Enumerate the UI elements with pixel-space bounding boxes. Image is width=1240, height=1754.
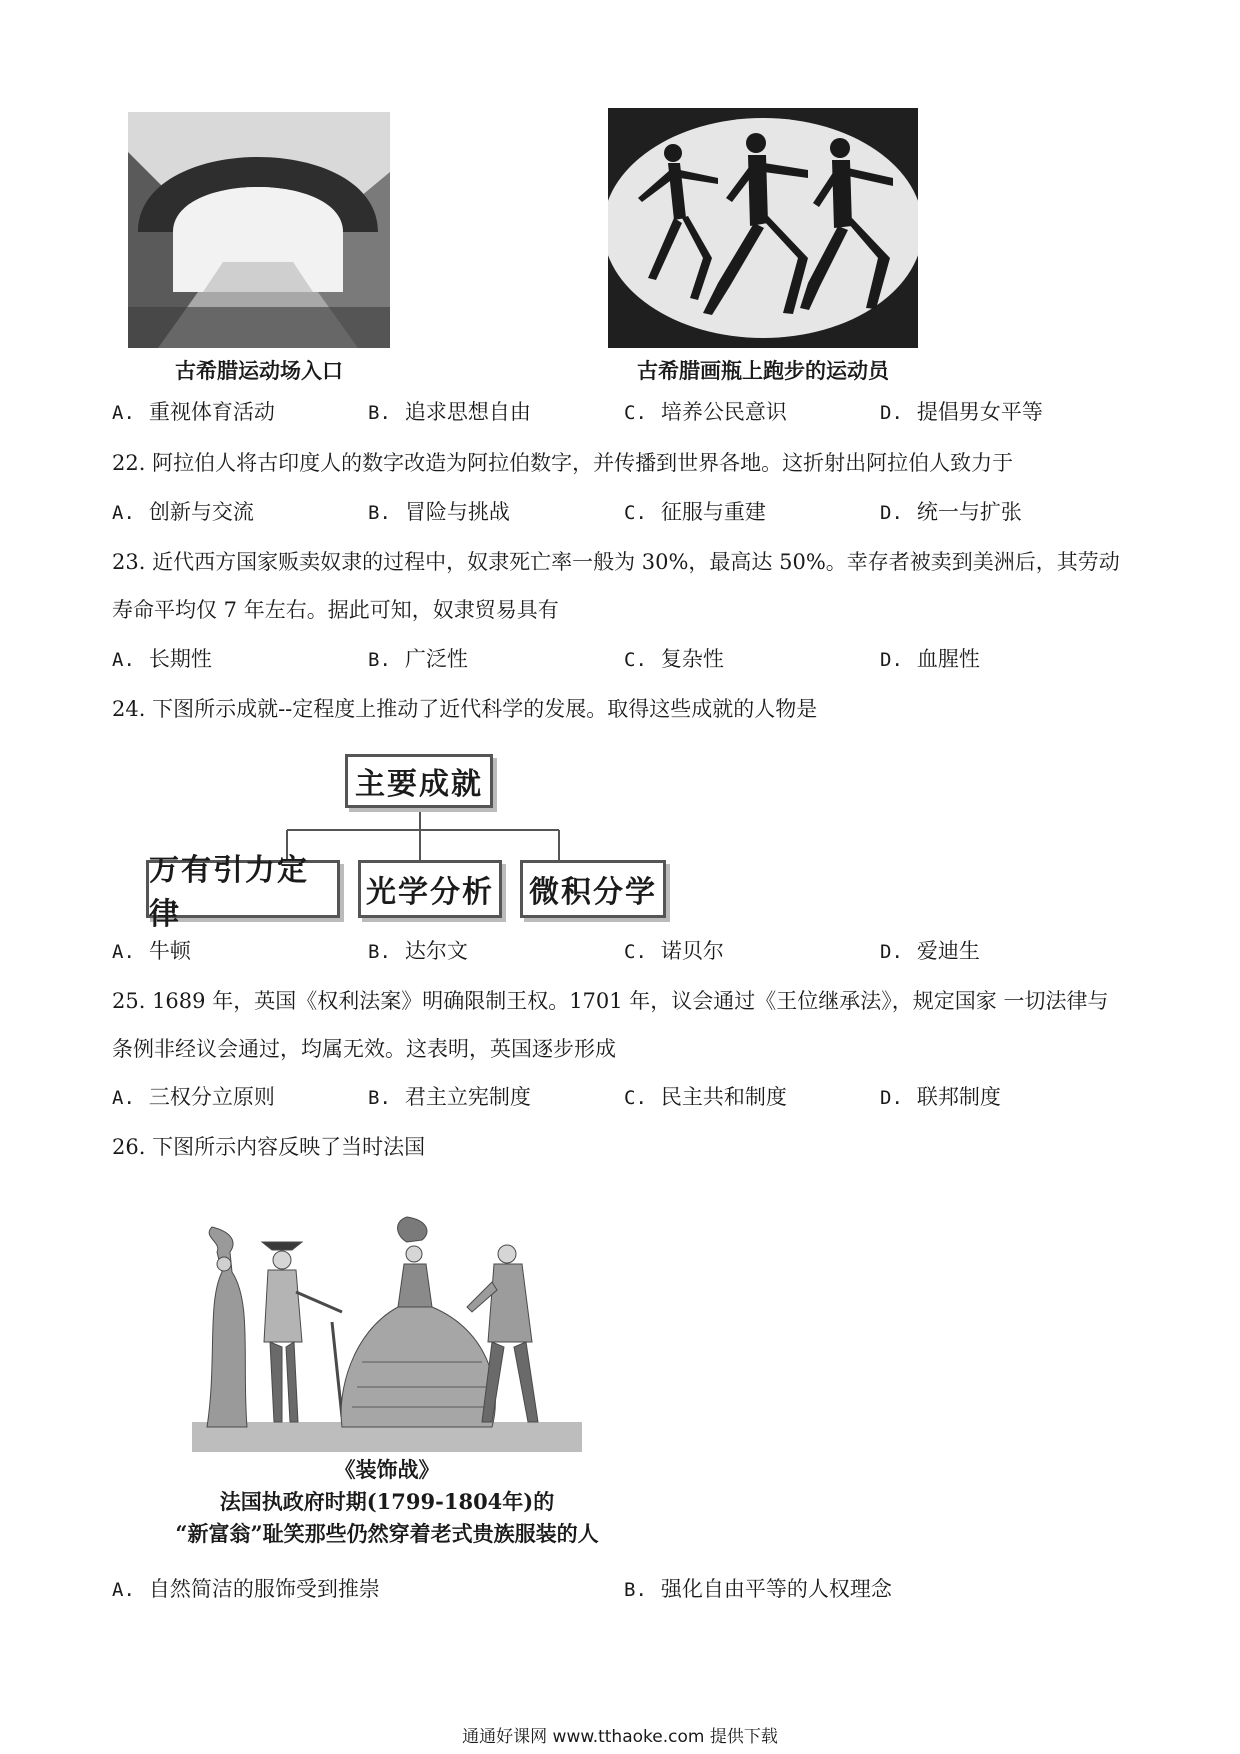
q24-option-a[interactable]: A. 牛顿 bbox=[112, 939, 191, 963]
q25-option-b[interactable]: B. 君主立宪制度 bbox=[368, 1085, 531, 1109]
q21-option-b[interactable]: B. 追求思想自由 bbox=[368, 400, 531, 424]
q25-stem-line1: 25. 1689 年，英国《权利法案》明确限制王权。1701 年，议会通过《王位继承法》，规定国家 一切法律与 bbox=[112, 989, 1109, 1013]
q24-option-d[interactable]: D. 爱迪生 bbox=[880, 939, 980, 963]
stadium-caption: 古希腊运动场入口 bbox=[175, 358, 343, 383]
q23-option-d[interactable]: D. 血腥性 bbox=[880, 647, 980, 671]
q22-option-b[interactable]: B. 冒险与挑战 bbox=[368, 500, 510, 524]
vase-runners-image bbox=[608, 108, 918, 348]
q22-option-c[interactable]: C. 征服与重建 bbox=[624, 500, 766, 524]
q26-option-a[interactable]: A. 自然简洁的服饰受到推崇 bbox=[112, 1577, 380, 1601]
q23-option-b[interactable]: B. 广泛性 bbox=[368, 647, 468, 671]
q25-option-c[interactable]: C. 民主共和制度 bbox=[624, 1085, 787, 1109]
q23-stem-line1: 23. 近代西方国家贩卖奴隶的过程中，奴隶死亡率一般为 30%，最高达 50%。幸存者被卖到美洲后，其劳动 bbox=[112, 550, 1120, 574]
q24-stem: 24. 下图所示成就--定程度上推动了近代科学的发展。取得这些成就的人物是 bbox=[112, 697, 818, 721]
q23-option-a[interactable]: A. 长期性 bbox=[112, 647, 212, 671]
stadium-entrance-image bbox=[128, 112, 390, 348]
q23-option-c[interactable]: C. 复杂性 bbox=[624, 647, 724, 671]
q26-stem: 26. 下图所示内容反映了当时法国 bbox=[112, 1135, 426, 1159]
q23-stem-line2: 寿命平均仅 7 年左右。据此可知，奴隶贸易具有 bbox=[112, 598, 559, 622]
q24-option-b[interactable]: B. 达尔文 bbox=[368, 939, 468, 963]
q25-option-a[interactable]: A. 三权分立原则 bbox=[112, 1085, 275, 1109]
q21-option-d[interactable]: D. 提倡男女平等 bbox=[880, 400, 1043, 424]
fashion-caption-title: 《装饰战》 bbox=[334, 1457, 440, 1482]
page-footer: 通通好课网 www.tthaoke.com 提供下载 bbox=[462, 1727, 778, 1747]
fashion-caption-line2: 法国执政府时期(1799-1804年)的 bbox=[219, 1489, 555, 1514]
q24-option-c[interactable]: C. 诺贝尔 bbox=[624, 939, 724, 963]
q25-option-d[interactable]: D. 联邦制度 bbox=[880, 1085, 1001, 1109]
q26-option-b[interactable]: B. 强化自由平等的人权理念 bbox=[624, 1577, 892, 1601]
diagram-child-optics: 光学分析 bbox=[358, 860, 502, 918]
diagram-child-gravitation: 万有引力定律 bbox=[146, 860, 340, 918]
q22-stem: 22. 阿拉伯人将古印度人的数字改造为阿拉伯数字，并传播到世界各地。这折射出阿拉伯人致力于 bbox=[112, 451, 1014, 475]
fashion-caption-line3: “新富翁”耻笑那些仍然穿着老式贵族服装的人 bbox=[175, 1521, 599, 1546]
diagram-root-box: 主要成就 bbox=[345, 754, 493, 808]
vase-caption: 古希腊画瓶上跑步的运动员 bbox=[637, 358, 889, 383]
q22-option-d[interactable]: D. 统一与扩张 bbox=[880, 500, 1022, 524]
q21-option-c[interactable]: C. 培养公民意识 bbox=[624, 400, 787, 424]
q25-stem-line2: 条例非经议会通过，均属无效。这表明，英国逐步形成 bbox=[112, 1037, 616, 1061]
fashion-war-engraving-image bbox=[192, 1212, 582, 1452]
diagram-child-calculus: 微积分学 bbox=[520, 860, 666, 918]
q22-option-a[interactable]: A. 创新与交流 bbox=[112, 500, 254, 524]
q21-option-a[interactable]: A. 重视体育活动 bbox=[112, 400, 275, 424]
